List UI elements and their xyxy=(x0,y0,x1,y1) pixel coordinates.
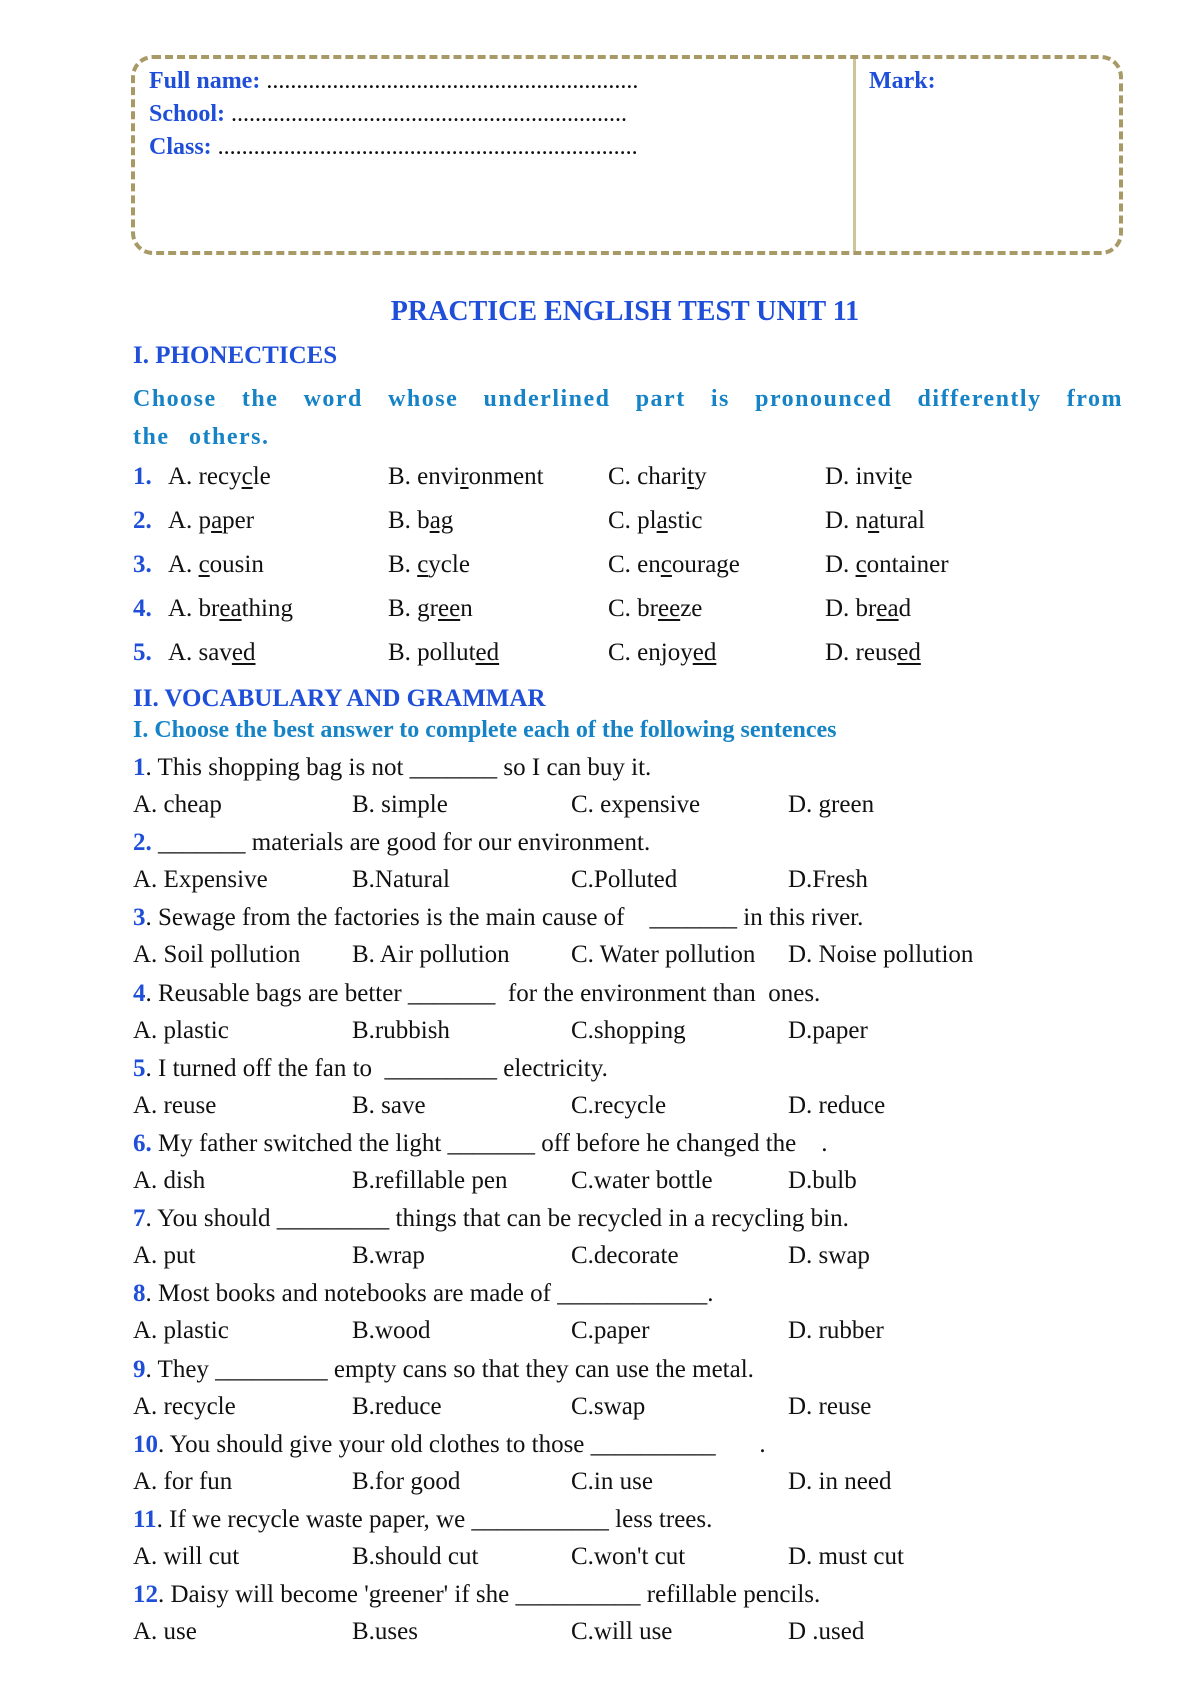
option-c[interactable]: C.shopping xyxy=(571,1016,686,1044)
vocab-question xyxy=(133,1280,713,1308)
option-c[interactable]: C.water bottle xyxy=(571,1167,713,1194)
underlined-part: ee xyxy=(658,595,681,622)
vocab-question xyxy=(133,1130,827,1158)
option-a[interactable] xyxy=(168,507,254,535)
option-a[interactable] xyxy=(168,463,271,491)
question-text: . Sewage from the factories is the main cause of _______ in this river. xyxy=(145,904,864,932)
underlined-part: a xyxy=(868,507,880,534)
option-d[interactable]: D .used xyxy=(788,1618,865,1646)
underlined-part: ag xyxy=(429,507,454,534)
option-d[interactable]: D. Noise pollution xyxy=(788,941,974,969)
option-c[interactable]: C.Polluted xyxy=(571,866,678,894)
question-number: 12 xyxy=(133,1581,158,1609)
class-line xyxy=(149,134,638,161)
option-a[interactable]: A. for fun xyxy=(133,1467,233,1495)
vocab-question xyxy=(133,1506,712,1534)
vocab-question xyxy=(133,829,650,857)
word-part: B. b xyxy=(388,507,430,534)
option-a[interactable]: A. dish xyxy=(133,1167,206,1194)
option-c[interactable] xyxy=(608,551,740,579)
word-part: tural xyxy=(879,507,925,534)
word-part: stic xyxy=(667,507,703,534)
question-number: 7 xyxy=(133,1205,146,1233)
word-part: n xyxy=(460,595,473,622)
question-number: 4. xyxy=(133,595,152,622)
question-text: _______ materials are good for our environment. xyxy=(151,829,651,857)
option-d[interactable]: D. must cut xyxy=(788,1543,904,1570)
word-part: d xyxy=(898,595,912,622)
underlined-part: a xyxy=(211,507,223,534)
word-part: A. sav xyxy=(168,639,232,666)
word-part: ontainer xyxy=(866,551,949,578)
option-b[interactable]: B.for good xyxy=(352,1467,461,1495)
section-vocab-heading: II. VOCABULARY AND GRAMMAR xyxy=(133,685,546,712)
school-line xyxy=(149,101,627,128)
option-d[interactable]: D. green xyxy=(788,791,875,818)
option-a[interactable]: A. reuse xyxy=(133,1091,217,1119)
option-c[interactable] xyxy=(608,639,716,667)
option-b[interactable]: B.Natural xyxy=(352,866,450,894)
vocab-question xyxy=(133,980,820,1008)
option-c[interactable] xyxy=(608,463,707,491)
underlined-part: c xyxy=(417,551,429,578)
option-d[interactable]: D.paper xyxy=(788,1016,868,1044)
option-d[interactable]: D. rubber xyxy=(788,1317,884,1345)
school-field[interactable]: .................................................................. xyxy=(231,101,628,127)
option-a[interactable]: A. plastic xyxy=(133,1016,229,1044)
underlined-part: c xyxy=(198,551,210,578)
option-c[interactable] xyxy=(608,595,702,623)
option-c[interactable]: C.swap xyxy=(571,1392,646,1420)
option-c[interactable]: C.will use xyxy=(571,1618,673,1646)
option-d[interactable]: D. swap xyxy=(788,1242,870,1270)
option-d[interactable] xyxy=(825,639,921,667)
word-part: C. enjoy xyxy=(608,639,693,666)
option-d[interactable]: D. in need xyxy=(788,1467,892,1495)
word-part: A. br xyxy=(168,595,220,622)
underlined-part: a xyxy=(656,507,668,534)
underlined-part: r xyxy=(460,463,469,490)
word-part: C. pl xyxy=(608,507,657,534)
option-b[interactable] xyxy=(388,463,544,491)
word-part: thing xyxy=(241,595,293,622)
option-c[interactable] xyxy=(608,507,702,535)
question-number: 9 xyxy=(133,1355,146,1383)
word-part: C. chari xyxy=(608,463,688,490)
vocab-question xyxy=(133,1055,608,1083)
option-a[interactable]: A. use xyxy=(133,1618,197,1646)
section-phonetics-heading: I. PHONECTICES xyxy=(133,342,338,369)
option-b[interactable]: B.wood xyxy=(352,1317,431,1345)
student-info-box xyxy=(131,55,1123,255)
vocab-question xyxy=(133,1581,820,1609)
page-title: PRACTICE ENGLISH TEST UNIT 11 xyxy=(390,296,860,327)
question-text: . Daisy will become 'greener' if she __________ refillable pencils. xyxy=(158,1581,821,1609)
question-number: 2. xyxy=(133,829,152,857)
option-a[interactable] xyxy=(168,639,256,667)
option-c[interactable]: C.paper xyxy=(571,1317,650,1345)
word-part: ze xyxy=(680,595,703,622)
question-number: 6. xyxy=(133,1130,152,1157)
option-d[interactable]: D. reduce xyxy=(788,1091,886,1119)
option-d[interactable]: D.bulb xyxy=(788,1167,857,1194)
option-b[interactable] xyxy=(388,507,453,535)
question-text: . I turned off the fan to _________ electricity. xyxy=(145,1054,608,1082)
option-b[interactable]: B.rubbish xyxy=(352,1016,450,1044)
underlined-part: ee xyxy=(438,595,461,622)
full-name-line xyxy=(149,68,638,95)
underlined-part: ed xyxy=(231,639,256,666)
word-part: ycle xyxy=(428,551,470,578)
option-d[interactable]: D.Fresh xyxy=(788,866,868,894)
vocab-question xyxy=(133,1431,766,1459)
option-c[interactable]: C.won't cut xyxy=(571,1543,686,1570)
word-part: A. recy xyxy=(168,463,242,490)
vocab-question xyxy=(133,904,863,932)
question-text: . You should _________ things that can be recycled in a recycling bin. xyxy=(145,1205,849,1233)
question-text: . Most books and notebooks are made of ____________. xyxy=(145,1280,714,1308)
underlined-part: t xyxy=(687,463,695,490)
word-part: e xyxy=(901,463,913,490)
option-c[interactable]: C.decorate xyxy=(571,1242,679,1270)
question-text: . This shopping bag is not _______ so I can buy it. xyxy=(145,754,652,781)
mark-label: Mark: xyxy=(869,68,936,94)
option-d[interactable] xyxy=(825,463,913,491)
underlined-part: ed xyxy=(475,639,500,666)
underlined-part: c xyxy=(855,551,867,578)
word-part: B. envi xyxy=(388,463,461,490)
option-b[interactable]: B.uses xyxy=(352,1618,418,1646)
option-d[interactable] xyxy=(825,595,911,623)
word-part: A. p xyxy=(168,507,212,534)
question-number: 11 xyxy=(133,1506,157,1533)
question-text: . They _________ empty cans so that they can use the metal. xyxy=(145,1355,754,1383)
question-number: 3 xyxy=(133,904,146,932)
option-b[interactable]: B.reduce xyxy=(352,1392,442,1420)
phonetics-instruction: Choose the word whose underlined part is pronounced differently from the others. xyxy=(133,386,1123,450)
school-label: School: xyxy=(149,101,226,127)
option-a[interactable] xyxy=(168,595,293,623)
word-part: per xyxy=(222,507,255,534)
option-b[interactable] xyxy=(388,639,499,667)
word-part: D. xyxy=(825,551,856,578)
vocab-question xyxy=(133,1205,849,1233)
option-a[interactable]: A. Soil pollution xyxy=(133,941,301,969)
class-label: Class: xyxy=(149,134,212,160)
word-part: y xyxy=(694,463,707,490)
option-b[interactable]: B. Air pollution xyxy=(352,941,510,969)
option-c[interactable]: C. expensive xyxy=(571,791,701,818)
option-d[interactable] xyxy=(825,507,925,535)
option-b[interactable]: B.wrap xyxy=(352,1242,425,1270)
underlined-part: ed xyxy=(897,639,921,666)
question-number: 3. xyxy=(133,551,152,578)
question-number: 4 xyxy=(133,979,146,1007)
full-name-field[interactable]: .............................................................. xyxy=(266,68,639,94)
word-part: C. en xyxy=(608,551,661,578)
word-part: B. xyxy=(388,551,418,578)
word-part: onment xyxy=(468,463,544,490)
option-a[interactable] xyxy=(168,551,264,579)
underlined-part: t xyxy=(894,463,902,490)
question-number: 10 xyxy=(133,1430,158,1458)
vocab-question xyxy=(133,754,651,782)
option-b[interactable]: B. save xyxy=(352,1091,426,1119)
question-number: 8 xyxy=(133,1280,146,1308)
question-number: 2. xyxy=(133,507,152,534)
class-field[interactable]: ...................................................................... xyxy=(217,134,638,160)
question-text: My father switched the light _______ off before he changed the . xyxy=(151,1130,828,1157)
word-part: C. br xyxy=(608,595,658,622)
underlined-part: c xyxy=(241,463,253,490)
word-part: ousin xyxy=(209,551,264,578)
word-part: ourage xyxy=(671,551,740,578)
option-b[interactable] xyxy=(388,551,470,579)
option-a[interactable]: A. plastic xyxy=(133,1317,229,1345)
underlined-part: c xyxy=(660,551,672,578)
word-part: A. xyxy=(168,551,199,578)
underlined-part: ed xyxy=(692,639,717,666)
word-part: D. reus xyxy=(825,639,898,666)
option-a[interactable]: A. will cut xyxy=(133,1543,240,1570)
full-name-label: Full name: xyxy=(149,68,261,94)
option-b[interactable]: B. simple xyxy=(352,791,448,818)
question-number: 1 xyxy=(133,754,146,781)
word-part: D. br xyxy=(825,595,877,622)
word-part: B. pollut xyxy=(388,639,476,666)
word-part: B. gr xyxy=(388,595,438,622)
question-number: 5. xyxy=(133,639,152,666)
option-b[interactable]: B.refillable pen xyxy=(352,1167,508,1194)
option-c[interactable]: C.in use xyxy=(571,1467,653,1495)
question-number: 1. xyxy=(133,463,152,490)
question-text: . You should give your old clothes to those __________ . xyxy=(158,1430,766,1458)
word-part: D. invi xyxy=(825,463,895,490)
vocab-question xyxy=(133,1356,754,1384)
option-b[interactable] xyxy=(388,595,473,623)
option-a[interactable]: A. cheap xyxy=(133,791,222,818)
word-part: le xyxy=(252,463,271,490)
underlined-part: ea xyxy=(876,595,899,622)
option-a[interactable]: A. put xyxy=(133,1242,196,1270)
option-a[interactable]: A. Expensive xyxy=(133,866,268,894)
option-c[interactable]: C.recycle xyxy=(571,1091,667,1119)
question-text: . If we recycle waste paper, we ___________ less trees. xyxy=(156,1506,713,1533)
option-a[interactable]: A. recycle xyxy=(133,1392,236,1420)
word-part: D. n xyxy=(825,507,869,534)
header-divider xyxy=(853,59,856,251)
underlined-part: ea xyxy=(219,595,242,622)
question-number: 5 xyxy=(133,1054,146,1082)
option-d[interactable] xyxy=(825,551,949,579)
option-d[interactable]: D. reuse xyxy=(788,1392,872,1420)
question-text: . Reusable bags are better _______ for the environment than ones. xyxy=(145,979,821,1007)
vocab-instruction: I. Choose the best answer to complete each of the following sentences xyxy=(133,717,837,743)
option-b[interactable]: B.should cut xyxy=(352,1543,479,1570)
option-c[interactable]: C. Water pollution xyxy=(571,941,756,969)
